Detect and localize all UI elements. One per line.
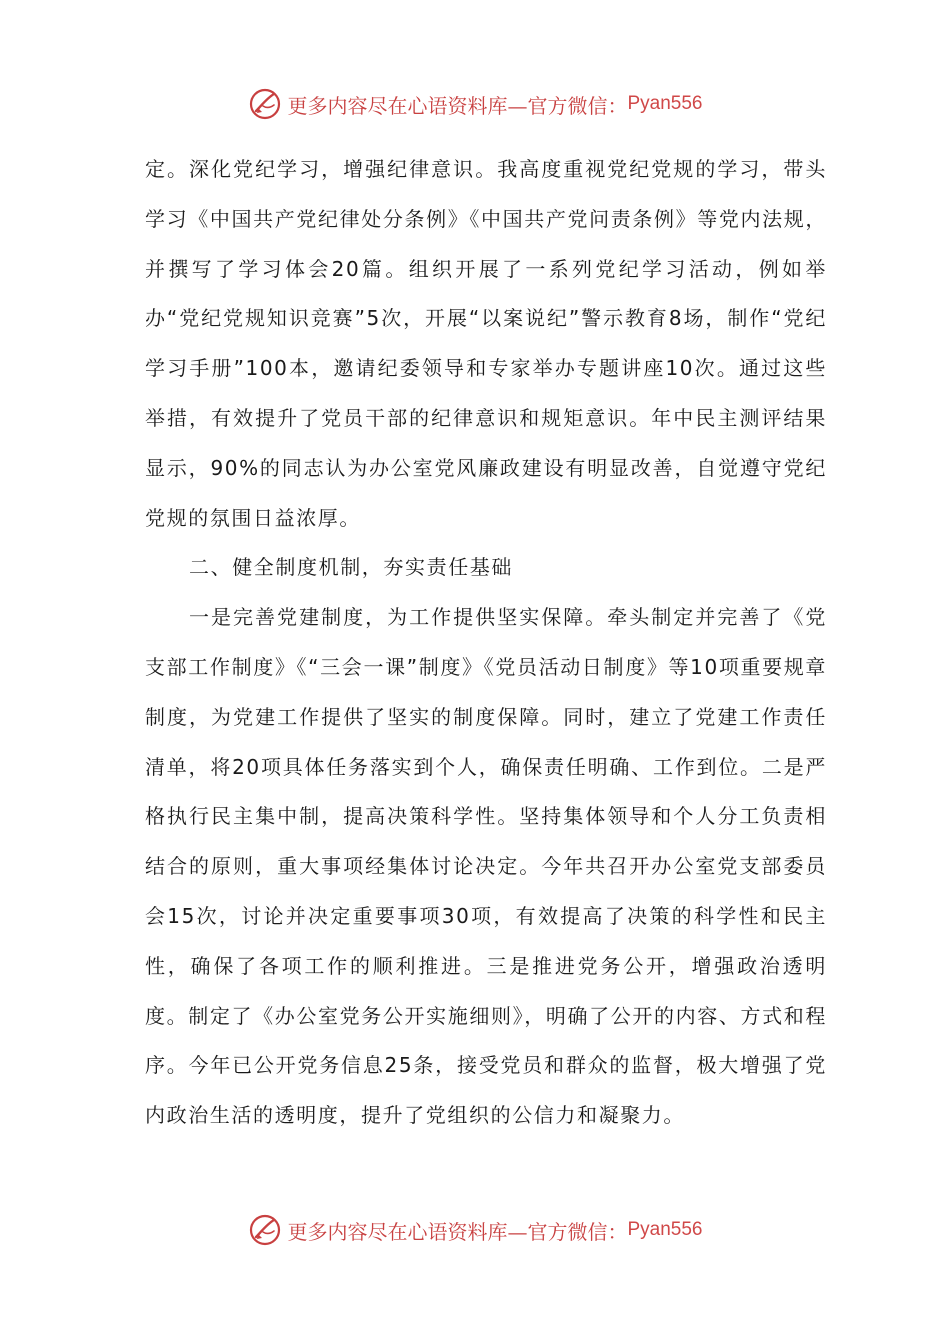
- paragraph-2: 一是完善党建制度，为工作提供坚实保障。牵头制定并完善了《党支部工作制度》《“三会一课”制度》《党员活动日制度》等10项重要规章制度，为党建工作提供了坚实的制度保障。同时，建立了党建工作责任清单，将20项具体任务落实到个人，确保责任明确、工作到位。二是严格执行民主集中制，提高决策科学性。坚持集体领导和个人分工负责相结合的原则，重大事项经集体讨论决定。今年共召开办公室党支部委员会15次，讨论并决定重要事项30项，有效提高了决策的科学性和民主性，确保了各项工作的顺利推进。三是推进党务公开，增强政治透明度。制定了《办公室党务公开实施细则》，明确了公开的内容、方式和程序。今年已公开党务信息25条，接受党员和群众的监督，极大增强了党内政治生活的透明度，提升了党组织的公信力和凝聚力。: [145, 605, 827, 1128]
- banner-wechat-id: Pyan556: [627, 93, 703, 114]
- header-banner: [0, 82, 950, 126]
- document-body: [145, 145, 827, 1141]
- banner-text: 更多内容尽在心语资料库—官方微信：: [287, 93, 628, 118]
- banner-text: 更多内容尽在心语资料库—官方微信：: [287, 1219, 628, 1244]
- banner-wechat-id: Pyan556: [627, 1219, 703, 1240]
- pen-signature-icon: [247, 86, 283, 122]
- pen-signature-icon: [247, 1212, 283, 1248]
- section-heading: 二、健全制度机制，夯实责任基础: [189, 555, 513, 580]
- footer-banner: [0, 1208, 950, 1252]
- paragraph-1: 定。深化党纪学习，增强纪律意识。我高度重视党纪党规的学习，带头学习《中国共产党纪律处分条例》《中国共产党问责条例》等党内法规，并撰写了学习体会20篇。组织开展了一系列党纪学习活动，例如举办“党纪党规知识竞赛”5次，开展“以案说纪”警示教育8场，制作“党纪学习手册”100本，邀请纪委领导和专家举办专题讲座10次。通过这些举措，有效提升了党员干部的纪律意识和规矩意识。年中民主测评结果显示，90%的同志认为办公室党风廉政建设有明显改善，自觉遵守党纪党规的氛围日益浓厚。: [145, 157, 827, 530]
